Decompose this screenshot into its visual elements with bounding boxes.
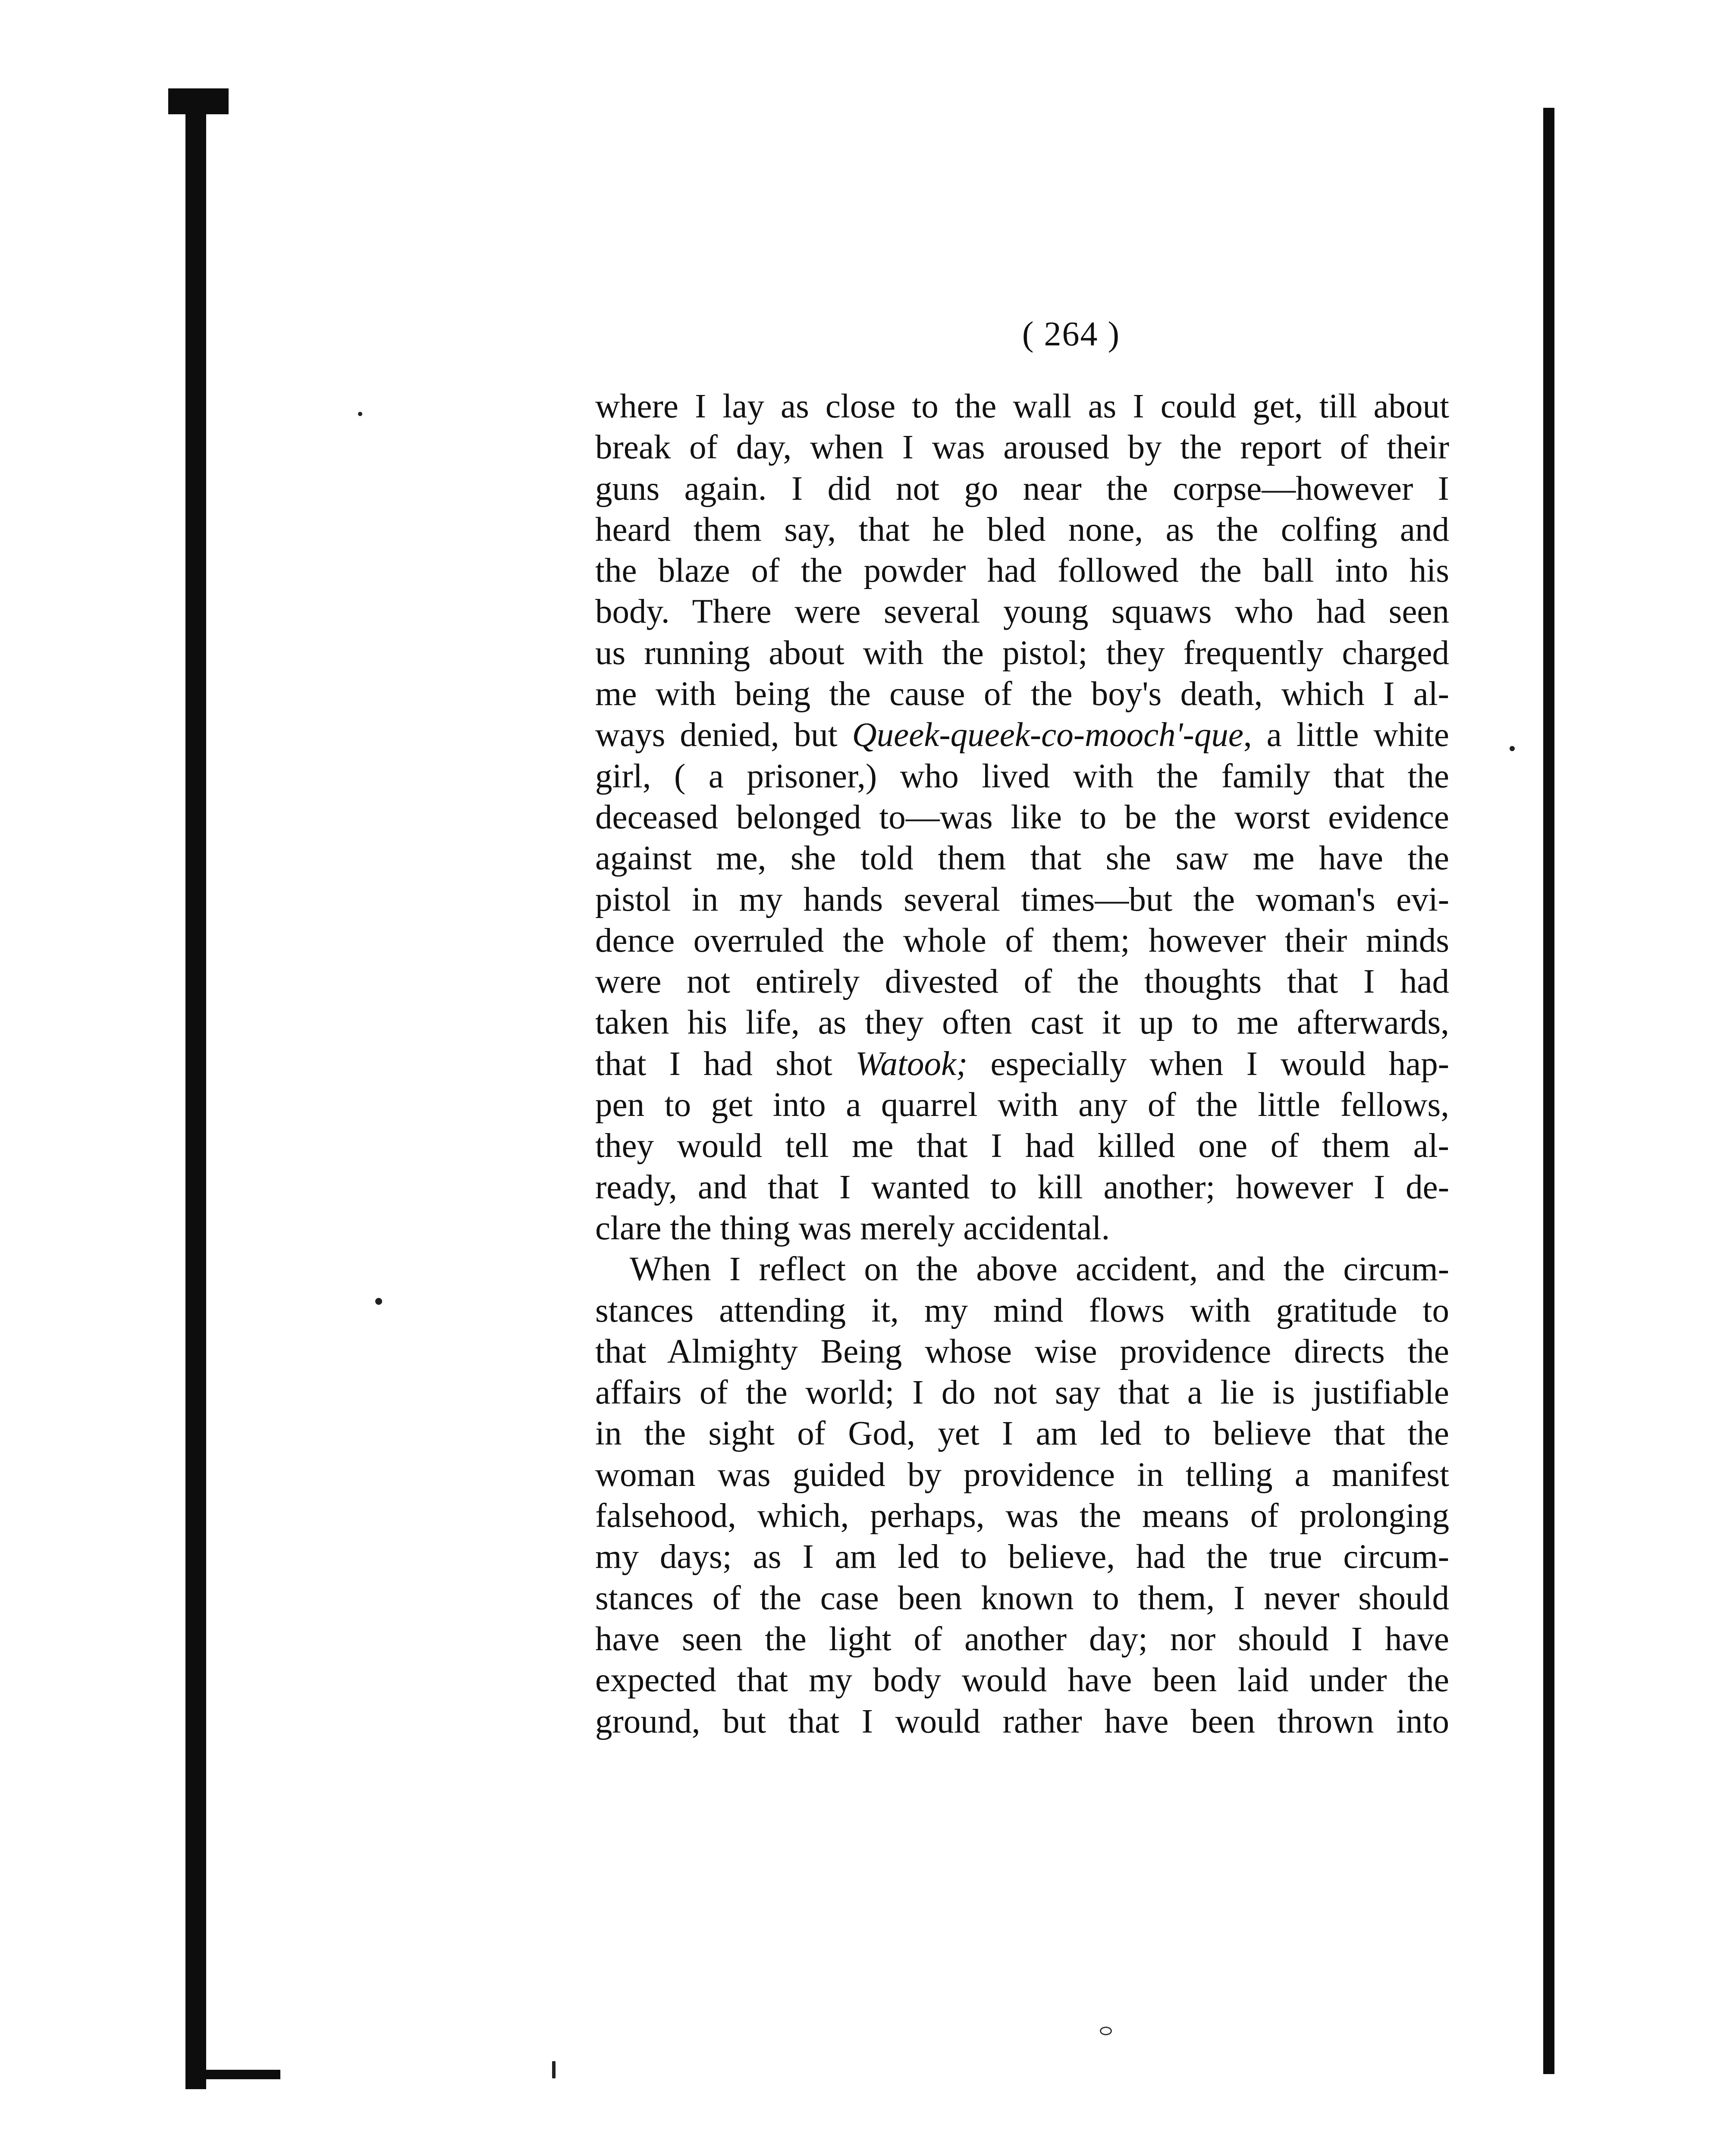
text-line [595, 797, 1449, 838]
text-line [595, 961, 1449, 1002]
text-line [595, 550, 1449, 591]
scan-left-edge [185, 88, 206, 2089]
text-line [595, 1125, 1449, 1166]
text-segment: especially when I would hap- [967, 1045, 1450, 1083]
text-segment: clare the thing was merely accidental. [595, 1209, 1110, 1247]
text-line [595, 1044, 1449, 1084]
text-segment: stances of the case been known to them, I never should [595, 1579, 1449, 1617]
text-segment: were not entirely divested of the thoughts that I had [595, 963, 1449, 1001]
text-line [595, 1002, 1449, 1043]
text-segment: pen to get into a quarrel with any of the little fellows, [595, 1086, 1449, 1124]
text-line [595, 1208, 1449, 1249]
text-line [595, 1536, 1449, 1577]
text-segment: woman was guided by providence in telling a manifest [595, 1456, 1449, 1494]
text-line [595, 1578, 1449, 1619]
text-segment: When I reflect on the above accident, and the circum- [630, 1250, 1449, 1288]
text-line [595, 1660, 1449, 1701]
italic-text: Watook; [855, 1045, 968, 1083]
text-segment: falsehood, which, perhaps, was the means of prolonging [595, 1497, 1449, 1535]
text-segment: dence overruled the whole of them; however their minds [595, 921, 1449, 959]
scan-speck [375, 1298, 382, 1305]
text-line [595, 674, 1449, 714]
text-line [595, 1701, 1449, 1742]
scan-speck [552, 2061, 556, 2078]
text-line [595, 714, 1449, 755]
text-segment: ways denied, but [595, 716, 852, 754]
scan-speck [1100, 2027, 1112, 2035]
text-segment: ground, but that I would rather have been thrown into [595, 1702, 1449, 1740]
text-segment: that Almighty Being whose wise providence directs the [595, 1332, 1449, 1370]
text-line [595, 920, 1449, 961]
text-segment: expected that my body would have been laid under the [595, 1661, 1449, 1699]
text-segment: that I had shot [595, 1045, 855, 1083]
text-line [595, 1413, 1449, 1454]
text-line [595, 386, 1449, 427]
text-segment: in the sight of God, yet I am led to believe that the [595, 1415, 1449, 1453]
text-line [595, 1372, 1449, 1413]
body-text [595, 386, 1449, 1742]
text-segment: where I lay as close to the wall as I could get, till about [595, 388, 1449, 425]
text-line [595, 1290, 1449, 1331]
text-segment: against me, she told them that she saw me have the [595, 840, 1449, 877]
italic-text: Queek-queek-co-mooch'-que [852, 716, 1243, 754]
text-line [595, 879, 1449, 920]
text-segment: , a little white [1243, 716, 1449, 754]
text-segment: my days; as I am led to believe, had the true circum- [595, 1538, 1449, 1576]
text-segment: have seen the light of another day; nor should I have [595, 1620, 1449, 1658]
text-segment: break of day, when I was aroused by the report of their [595, 429, 1449, 467]
text-segment: deceased belonged to—was like to be the worst evidence [595, 798, 1449, 836]
text-line [595, 591, 1449, 632]
scan-left-edge-top [168, 88, 229, 114]
scan-left-edge-bottom [203, 2070, 280, 2079]
text-line [595, 1084, 1449, 1125]
text-segment: affairs of the world; I do not say that a lie is justifiable [595, 1374, 1449, 1412]
text-line [595, 633, 1449, 674]
page-number: ( 264 ) [1022, 315, 1121, 353]
text-segment: stances attending it, my mind flows with gratitude to [595, 1291, 1449, 1329]
text-line [595, 1249, 1449, 1290]
text-line [595, 1454, 1449, 1495]
text-segment: heard them say, that he bled none, as the colfing and [595, 511, 1449, 548]
scan-speck [358, 412, 362, 416]
text-line [595, 1495, 1449, 1536]
text-line [595, 468, 1449, 509]
text-line [595, 838, 1449, 879]
text-line [595, 427, 1449, 468]
text-segment: they would tell me that I had killed one of them al- [595, 1127, 1449, 1165]
text-line [595, 509, 1449, 550]
text-segment: taken his life, as they often cast it up to me afterwards, [595, 1004, 1449, 1042]
scan-speck [1510, 746, 1515, 751]
text-segment: girl, ( a prisoner,) who lived with the family that the [595, 757, 1449, 795]
text-segment: guns again. I did not go near the corpse—however I [595, 470, 1449, 508]
text-segment: the blaze of the powder had followed the ball into his [595, 552, 1449, 590]
text-segment: pistol in my hands several times—but the woman's evi- [595, 881, 1449, 918]
text-segment: body. There were several young squaws who had seen [595, 593, 1449, 631]
text-line [595, 1619, 1449, 1660]
text-line [595, 1167, 1449, 1208]
text-segment: ready, and that I wanted to kill another; however I de- [595, 1168, 1449, 1206]
scan-right-edge [1543, 108, 1554, 2074]
text-line [595, 1331, 1449, 1372]
text-line [595, 756, 1449, 797]
text-segment: me with being the cause of the boy's death, which I al- [595, 675, 1449, 713]
text-segment: us running about with the pistol; they frequently charged [595, 634, 1449, 672]
